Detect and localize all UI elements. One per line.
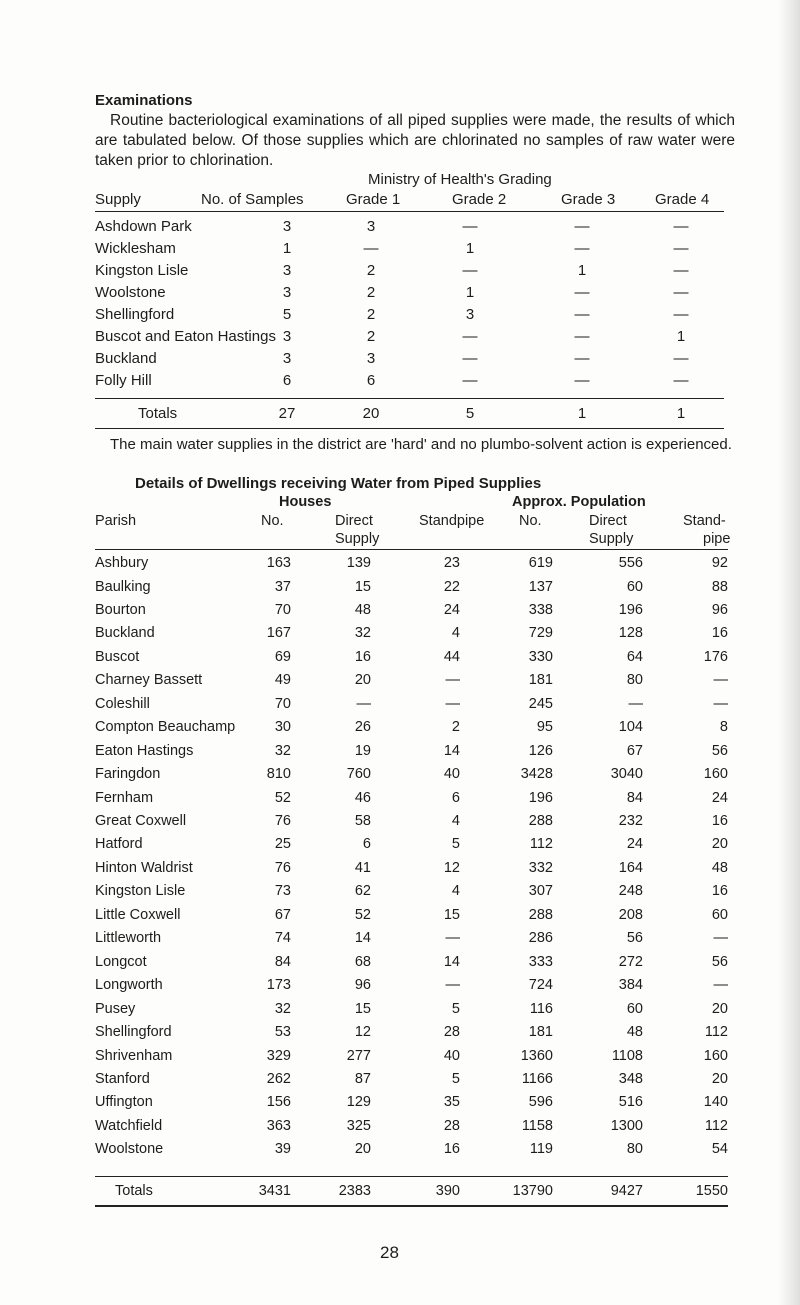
dwellings-cell: 41: [354, 859, 371, 876]
dwellings-cell: 330: [528, 648, 553, 665]
grading-cell: —: [574, 328, 590, 345]
intro-text: Routine bacteriological examinations of all piped supplies were made, the results of which are tabulated below. Of those supplies which are chlorinated no samples of raw water were taken prior to chlorination.: [95, 112, 735, 169]
dwellings-cell: 307: [528, 883, 553, 900]
dwellings-cell: 15: [354, 1000, 371, 1017]
col-header-grade-4: Grade 4: [655, 191, 710, 208]
parish-name: Buckland: [95, 625, 155, 642]
col-header-pop-standpipe-2: pipe: [703, 531, 731, 547]
dwellings-cell: 5: [451, 1070, 460, 1087]
dwellings-cell: 39: [274, 1141, 291, 1158]
dwellings-cell: 112: [704, 1024, 728, 1040]
dwellings-cell: 160: [703, 1047, 728, 1064]
dwellings-cell: 37: [274, 578, 291, 595]
intro-paragraph: [95, 111, 735, 171]
dwellings-cell: 15: [354, 578, 371, 595]
supply-name: Buckland: [95, 350, 157, 367]
parish-name: Pusey: [95, 1000, 136, 1017]
dwellings-cell: 338: [528, 601, 553, 618]
dwellings-cell: 104: [618, 719, 643, 736]
dwellings-cell: 286: [528, 930, 553, 947]
dwellings-cell: 56: [711, 742, 728, 759]
dwellings-cell: 196: [528, 789, 553, 806]
dwellings-cell: 272: [618, 953, 643, 970]
dwellings-cell: 163: [266, 555, 291, 571]
dwellings-cell: —: [445, 930, 460, 947]
grading-cell: 3: [282, 284, 292, 301]
dwellings-cell: 19: [354, 742, 371, 759]
dwellings-cell: 44: [443, 648, 460, 665]
dwellings-cell: 32: [274, 742, 291, 759]
dwellings-cell: 14: [443, 953, 460, 970]
dwellings-cell: 1108: [611, 1047, 643, 1064]
supply-name: Kingston Lisle: [95, 262, 189, 279]
parish-name: Shrivenham: [95, 1047, 173, 1064]
totals-cell: 20: [362, 405, 380, 422]
dwellings-cell: 16: [711, 625, 728, 642]
dwellings-cell: —: [713, 930, 728, 947]
parish-name: Ashbury: [95, 555, 149, 571]
dwellings-cell: 333: [528, 953, 553, 970]
hardness-paragraph: The main water supplies in the district are 'hard' and no plumbo-solvent action is experienced.: [110, 436, 732, 453]
grading-cell: —: [673, 262, 689, 279]
dwellings-cell: 12: [443, 859, 460, 876]
dwellings-totals-cell: 2383: [338, 1183, 371, 1199]
dwellings-cell: 74: [274, 930, 291, 947]
dwellings-cell: 3428: [520, 766, 553, 782]
dwellings-cell: 53: [274, 1024, 291, 1040]
totals-cell: 1: [676, 405, 686, 422]
dwellings-cell: 40: [443, 766, 460, 782]
dwellings-cell: 760: [346, 766, 371, 782]
dwellings-cell: 28: [443, 1024, 460, 1040]
grading-cell: —: [673, 240, 689, 257]
totals-cell: 27: [278, 405, 296, 422]
totals-label: Totals: [138, 405, 178, 422]
dwellings-cell: 30: [274, 719, 291, 736]
supply-name: Buscot and Eaton Hastings: [95, 328, 276, 345]
dwellings-totals-cell: 3431: [258, 1183, 291, 1199]
dwellings-cell: 84: [626, 789, 643, 806]
dwellings-totals-rule: [95, 1176, 728, 1177]
dwellings-bottom-rule: [95, 1205, 728, 1207]
grading-cell: —: [462, 262, 478, 279]
col-header-grade-2: Grade 2: [452, 191, 507, 208]
dwellings-cell: 73: [274, 883, 291, 900]
dwellings-cell: 20: [354, 672, 371, 689]
dwellings-cell: 208: [618, 906, 643, 923]
dwellings-totals-label: Totals: [115, 1183, 153, 1199]
dwellings-cell: 329: [266, 1047, 291, 1064]
supply-name: Ashdown Park: [95, 218, 192, 235]
dwellings-cell: 4: [451, 625, 460, 642]
dwellings-cell: —: [713, 672, 728, 689]
dwellings-cell: 84: [274, 953, 291, 970]
parish-name: Kingston Lisle: [95, 883, 186, 900]
dwellings-cell: 48: [354, 601, 371, 618]
parish-name: Uffington: [95, 1094, 153, 1111]
col-header-pop-direct: Direct: [589, 513, 627, 529]
dwellings-cell: 32: [274, 1000, 291, 1017]
grading-cell: 2: [366, 306, 376, 323]
parish-name: Longworth: [95, 977, 163, 994]
dwellings-cell: 67: [274, 906, 291, 923]
grading-cell: —: [363, 240, 379, 257]
dwellings-cell: 181: [528, 1024, 553, 1040]
bottom-rule: [95, 428, 724, 429]
dwellings-cell: 40: [443, 1047, 460, 1064]
parish-name: Hinton Waldrist: [95, 859, 193, 876]
dwellings-cell: 80: [626, 1141, 643, 1158]
dwellings-cell: 52: [274, 789, 291, 806]
dwellings-cell: 137: [528, 578, 553, 595]
dwellings-cell: 277: [346, 1047, 371, 1064]
parish-name: Fernham: [95, 789, 154, 806]
dwellings-cell: 60: [626, 1000, 643, 1017]
grading-cell: —: [462, 328, 478, 345]
dwellings-cell: 1300: [610, 1117, 643, 1134]
grading-cell: 1: [465, 284, 475, 301]
dwellings-cell: 67: [626, 742, 643, 759]
dwellings-cell: 232: [618, 813, 643, 829]
grading-cell: —: [673, 218, 689, 235]
dwellings-cell: 126: [528, 742, 553, 759]
col-header-pop-no: No.: [519, 513, 542, 529]
grading-cell: 3: [366, 218, 376, 235]
group-population: Approx. Population: [512, 494, 646, 510]
dwellings-cell: 556: [618, 555, 643, 571]
dwellings-cell: 1166: [521, 1070, 553, 1087]
grading-cell: 2: [366, 328, 376, 345]
grading-cell: 1: [465, 240, 475, 257]
dwellings-cell: 6: [362, 836, 371, 853]
dwellings-cell: 181: [528, 672, 553, 689]
dwellings-cell: 6: [451, 789, 460, 806]
dwellings-cell: 164: [618, 859, 643, 876]
grading-cell: 6: [366, 372, 376, 389]
col-header-supply: Supply: [95, 191, 141, 208]
grading-cell: —: [673, 350, 689, 367]
grading-cell: 5: [282, 306, 292, 323]
dwellings-cell: 1360: [520, 1047, 553, 1064]
dwellings-cell: 129: [346, 1094, 371, 1111]
grading-cell: 3: [465, 306, 475, 323]
parish-name: Littleworth: [95, 930, 162, 947]
grading-cell: 1: [577, 262, 587, 279]
dwellings-cell: 48: [626, 1024, 643, 1040]
dwellings-cell: 95: [536, 719, 553, 736]
dwellings-table-title: Details of Dwellings receiving Water from Piped Supplies: [135, 475, 542, 492]
dwellings-cell: 68: [354, 953, 371, 970]
dwellings-cell: 24: [711, 789, 728, 806]
dwellings-cell: 332: [528, 859, 553, 876]
parish-name: Great Coxwell: [95, 813, 187, 829]
dwellings-cell: 26: [354, 719, 371, 736]
header-rule: [95, 211, 724, 212]
dwellings-cell: —: [713, 695, 728, 712]
dwellings-cell: 288: [528, 813, 553, 829]
supply-name: Shellingford: [95, 306, 175, 323]
grading-cell: —: [574, 240, 590, 257]
dwellings-cell: 14: [354, 930, 371, 947]
grading-cell: 2: [366, 262, 376, 279]
grading-cell: 6: [282, 372, 292, 389]
totals-cell: 5: [465, 405, 475, 422]
parish-name: Bourton: [95, 601, 146, 618]
dwellings-cell: 69: [274, 648, 291, 665]
dwellings-cell: 35: [443, 1094, 460, 1111]
dwellings-cell: 56: [626, 930, 643, 947]
dwellings-cell: 176: [703, 648, 728, 665]
col-header-no: No.: [261, 513, 284, 529]
dwellings-totals-cell: 390: [435, 1183, 460, 1199]
dwellings-cell: 5: [451, 1000, 460, 1017]
dwellings-cell: 70: [274, 695, 291, 712]
dwellings-cell: 112: [529, 836, 553, 853]
parish-name: Longcot: [95, 953, 147, 970]
dwellings-cell: 20: [711, 1000, 728, 1017]
dwellings-cell: 596: [528, 1094, 553, 1111]
dwellings-cell: 23: [443, 555, 460, 571]
dwellings-cell: 96: [711, 601, 728, 618]
dwellings-cell: 116: [529, 1000, 553, 1017]
dwellings-cell: 139: [346, 555, 371, 571]
dwellings-cell: 140: [703, 1094, 728, 1111]
dwellings-cell: 20: [711, 1070, 728, 1087]
dwellings-cell: 156: [266, 1094, 291, 1111]
dwellings-cell: 76: [274, 813, 291, 829]
dwellings-cell: 288: [528, 906, 553, 923]
supply-name: Woolstone: [95, 284, 166, 301]
dwellings-totals-cell: 13790: [512, 1183, 553, 1199]
dwellings-cell: 15: [443, 906, 460, 923]
dwellings-cell: —: [628, 695, 643, 712]
dwellings-cell: 8: [719, 719, 728, 736]
page-number: 28: [380, 1243, 399, 1262]
parish-name: Stanford: [95, 1070, 150, 1087]
grading-cell: —: [673, 306, 689, 323]
dwellings-cell: 128: [618, 625, 643, 642]
dwellings-cell: 16: [711, 883, 728, 900]
dwellings-cell: 60: [626, 578, 643, 595]
dwellings-cell: 4: [451, 883, 460, 900]
grading-cell: —: [574, 218, 590, 235]
dwellings-cell: 112: [704, 1117, 728, 1134]
col-header-grade-1: Grade 1: [346, 191, 401, 208]
dwellings-totals-cell: 9427: [610, 1183, 643, 1199]
grading-cell: 1: [282, 240, 292, 257]
dwellings-cell: 173: [266, 977, 291, 994]
dwellings-cell: —: [445, 977, 460, 994]
dwellings-cell: 22: [443, 578, 460, 595]
dwellings-cell: 46: [354, 789, 371, 806]
dwellings-cell: 62: [354, 883, 371, 900]
dwellings-cell: 516: [618, 1094, 643, 1111]
dwellings-cell: 348: [618, 1070, 643, 1087]
dwellings-cell: 245: [528, 695, 553, 712]
dwellings-cell: 16: [354, 648, 371, 665]
col-header-standpipe: Standpipe: [419, 513, 485, 529]
dwellings-cell: 619: [528, 555, 553, 571]
dwellings-cell: 20: [354, 1141, 371, 1158]
dwellings-cell: 16: [711, 813, 728, 829]
dwellings-cell: 24: [443, 601, 460, 618]
dwellings-cell: 4: [451, 813, 460, 829]
dwellings-cell: 58: [354, 813, 371, 829]
dwellings-cell: 810: [266, 766, 291, 782]
grading-cell: —: [574, 306, 590, 323]
totals-rule: [95, 398, 724, 399]
supply-name: Wicklesham: [95, 240, 176, 257]
parish-name: Faringdon: [95, 766, 161, 782]
dwellings-cell: 119: [529, 1141, 553, 1158]
dwellings-cell: 76: [274, 859, 291, 876]
parish-name: Buscot: [95, 648, 140, 665]
parish-name: Watchfield: [95, 1117, 163, 1134]
col-header-grade-3: Grade 3: [561, 191, 616, 208]
parish-name: Compton Beauchamp: [95, 719, 236, 736]
dwellings-cell: 49: [274, 672, 291, 689]
dwellings-cell: 60: [711, 906, 728, 923]
page-edge-shadow: [778, 0, 800, 1305]
parish-name: Hatford: [95, 836, 143, 853]
grading-cell: —: [673, 372, 689, 389]
grading-cell: 2: [366, 284, 376, 301]
grading-cell: —: [574, 372, 590, 389]
dwellings-cell: 88: [711, 578, 728, 595]
dwellings-cell: 25: [274, 836, 291, 853]
dwellings-cell: 56: [711, 953, 728, 970]
dwellings-cell: 28: [443, 1117, 460, 1134]
dwellings-header-rule: [95, 549, 728, 550]
parish-name: Eaton Hastings: [95, 742, 194, 759]
dwellings-cell: 363: [266, 1117, 291, 1134]
dwellings-cell: 12: [354, 1024, 371, 1040]
dwellings-cell: 325: [346, 1117, 371, 1134]
grading-cell: —: [462, 218, 478, 235]
parish-name: Little Coxwell: [95, 906, 181, 923]
dwellings-totals-cell: 1550: [695, 1183, 728, 1199]
parish-name: Woolstone: [95, 1141, 164, 1158]
parish-name: Charney Bassett: [95, 672, 203, 689]
dwellings-cell: 20: [711, 836, 728, 853]
dwellings-cell: 196: [618, 601, 643, 618]
grading-group-header: Ministry of Health's Grading: [368, 171, 552, 188]
dwellings-cell: —: [356, 695, 371, 712]
dwellings-cell: 24: [626, 836, 643, 853]
dwellings-cell: 160: [703, 766, 728, 782]
dwellings-cell: 32: [354, 625, 371, 642]
dwellings-cell: 248: [618, 883, 643, 900]
col-header-pop-direct-2: Supply: [589, 531, 634, 547]
dwellings-cell: 1158: [521, 1117, 553, 1134]
dwellings-cell: 92: [711, 555, 728, 571]
parish-name: Coleshill: [95, 695, 150, 712]
dwellings-cell: 262: [266, 1070, 291, 1087]
grading-cell: —: [574, 350, 590, 367]
dwellings-cell: 80: [626, 672, 643, 689]
grading-cell: 3: [282, 350, 292, 367]
parish-name: Baulking: [95, 578, 151, 595]
dwellings-cell: 3040: [610, 766, 643, 782]
grading-cell: —: [462, 350, 478, 367]
dwellings-cell: 70: [274, 601, 291, 618]
dwellings-cell: 5: [451, 836, 460, 853]
dwellings-cell: 384: [618, 977, 643, 994]
section-heading: Examinations: [95, 92, 193, 109]
col-header-samples: No. of Samples: [201, 191, 304, 208]
dwellings-cell: 48: [711, 859, 728, 876]
col-header-direct-supply-2: Supply: [335, 531, 380, 547]
dwellings-cell: 14: [443, 742, 460, 759]
grading-cell: 3: [282, 328, 292, 345]
grading-cell: —: [462, 372, 478, 389]
col-header-direct-supply: Direct: [335, 513, 373, 529]
grading-cell: 1: [676, 328, 686, 345]
dwellings-cell: 724: [528, 977, 553, 994]
dwellings-cell: 729: [528, 625, 553, 642]
grading-cell: —: [574, 284, 590, 301]
parish-name: Shellingford: [95, 1024, 172, 1040]
dwellings-cell: —: [445, 695, 460, 712]
col-header-pop-standpipe: Stand-: [683, 513, 726, 529]
dwellings-cell: 54: [711, 1141, 728, 1158]
grading-cell: 3: [366, 350, 376, 367]
grading-cell: 3: [282, 218, 292, 235]
dwellings-cell: 64: [626, 648, 643, 665]
dwellings-cell: 16: [443, 1141, 460, 1158]
dwellings-cell: —: [713, 977, 728, 994]
group-houses: Houses: [279, 494, 332, 510]
col-header-parish: Parish: [95, 513, 137, 529]
dwellings-cell: —: [445, 672, 460, 689]
dwellings-cell: 96: [354, 977, 371, 994]
totals-cell: 1: [577, 405, 587, 422]
grading-cell: —: [673, 284, 689, 301]
dwellings-cell: 2: [451, 719, 460, 736]
dwellings-cell: 167: [266, 625, 291, 642]
supply-name: Folly Hill: [95, 372, 152, 389]
dwellings-cell: 52: [354, 906, 371, 923]
grading-cell: 3: [282, 262, 292, 279]
dwellings-cell: 87: [354, 1070, 371, 1087]
